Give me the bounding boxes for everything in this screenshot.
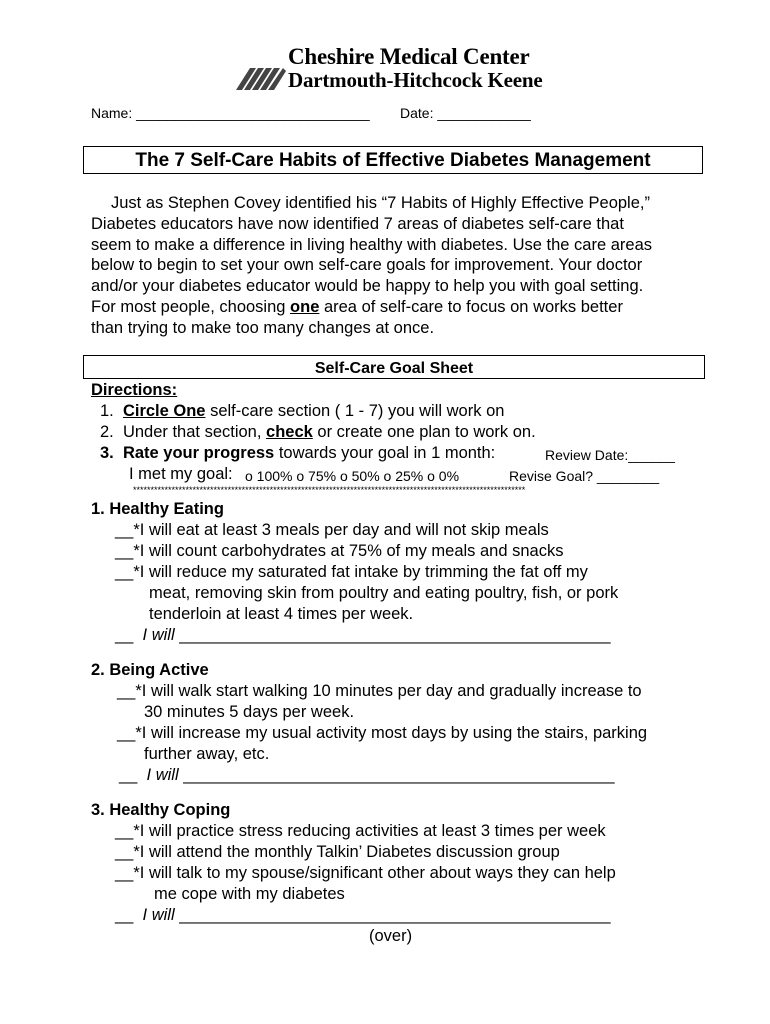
custom-goal-label: I will bbox=[146, 766, 179, 784]
logo-title: Cheshire Medical Center bbox=[288, 44, 530, 69]
separator-stars: **************************************************************************************************************** bbox=[133, 485, 526, 495]
direction-text: towards your goal in 1 month: bbox=[274, 444, 496, 462]
custom-goal-label: I will bbox=[142, 626, 175, 644]
goal-option[interactable]: __*I will talk to my spouse/significant other about ways they can help bbox=[115, 864, 616, 882]
intro-emphasis: one bbox=[290, 297, 320, 316]
page-turn-note: (over) bbox=[369, 927, 413, 945]
name-field: Name: ______________________________ bbox=[91, 105, 370, 121]
intro-line: below to begin to set your own self-care goals for improvement. Your doctor bbox=[91, 256, 643, 275]
intro-line: Diabetes educators have now identified 7 areas of diabetes self-care that bbox=[91, 214, 624, 233]
intro-line: seem to make a difference in living healthy with diabetes. Use the care areas bbox=[91, 235, 652, 254]
met-goal-options: o 100% o 75% o 50% o 25% o 0% bbox=[245, 468, 460, 484]
custom-goal-row[interactable] bbox=[115, 906, 611, 925]
met-goal-label: I met my goal: bbox=[129, 465, 233, 483]
intro-line bbox=[91, 297, 711, 318]
custom-goal-row[interactable] bbox=[115, 626, 611, 645]
goal-option[interactable]: __*I will count carbohydrates at 75% of my meals and snacks bbox=[115, 542, 564, 560]
goal-option[interactable]: __*I will walk start walking 10 minutes per day and gradually increase to bbox=[117, 682, 642, 700]
direction-number: 2. bbox=[100, 423, 114, 441]
intro-line: than trying to make too many changes at once. bbox=[91, 318, 435, 337]
goal-sheet-title: Self-Care Goal Sheet bbox=[83, 355, 705, 379]
goal-option-continued: meat, removing skin from poultry and eating poultry, fish, or pork bbox=[149, 584, 619, 602]
custom-goal-blank: __ bbox=[115, 906, 134, 924]
intro-line: and/or your diabetes educator would be happy to help you with goal setting. bbox=[91, 277, 644, 296]
revise-goal-field: Revise Goal? ________ bbox=[509, 468, 660, 484]
intro-line: Just as Stephen Covey identified his “7 Habits of Highly Effective People,” bbox=[111, 194, 650, 212]
goal-option-continued: further away, etc. bbox=[144, 745, 270, 763]
intro-text: For most people, choosing bbox=[91, 297, 291, 316]
custom-goal-label: I will bbox=[142, 906, 175, 924]
direction-2 bbox=[100, 423, 536, 442]
direction-text: or create one plan to work on. bbox=[312, 423, 536, 441]
direction-emphasis: Rate your progress bbox=[122, 444, 275, 462]
goal-option[interactable]: __*I will reduce my saturated fat intake by trimming the fat off my bbox=[115, 563, 588, 581]
logo-stripes-icon bbox=[236, 60, 286, 90]
direction-emphasis: check bbox=[266, 423, 313, 441]
goal-option[interactable]: __*I will practice stress reducing activities at least 3 times per week bbox=[115, 822, 606, 840]
intro-text: area of self-care to focus on works better bbox=[319, 297, 623, 316]
custom-goal-blank: __ bbox=[119, 766, 138, 784]
direction-text: Under that section, bbox=[122, 423, 267, 441]
page-title: The 7 Self-Care Habits of Effective Diabetes Management bbox=[83, 146, 703, 174]
goal-option-continued: tenderloin at least 4 times per week. bbox=[149, 605, 414, 623]
goal-option[interactable]: __*I will attend the monthly Talkin’ Diabetes discussion group bbox=[115, 843, 560, 861]
section-heading-healthy-coping: 3. Healthy Coping bbox=[91, 801, 231, 819]
directions-heading: Directions: bbox=[91, 381, 178, 399]
intro-paragraph bbox=[91, 193, 711, 339]
section-heading-being-active: 2. Being Active bbox=[91, 661, 209, 679]
direction-number: 1. bbox=[100, 402, 114, 420]
custom-goal-blank: __ bbox=[115, 626, 134, 644]
direction-1 bbox=[100, 402, 504, 421]
direction-emphasis: Circle One bbox=[122, 402, 206, 420]
direction-number: 3. bbox=[100, 444, 114, 462]
direction-text: self-care section ( 1 - 7) you will work on bbox=[205, 402, 505, 420]
goal-option-continued: 30 minutes 5 days per week. bbox=[144, 703, 355, 721]
cheshire-logo bbox=[236, 44, 566, 92]
section-heading-healthy-eating: 1. Healthy Eating bbox=[91, 500, 224, 518]
review-date-field: Review Date:______ bbox=[545, 447, 675, 463]
custom-goal-line[interactable]: _______________________________________________ bbox=[183, 766, 615, 784]
logo-subtitle: Dartmouth-Hitchcock Keene bbox=[288, 68, 543, 92]
custom-goal-line[interactable]: _______________________________________________ bbox=[179, 906, 611, 924]
goal-option-continued: me cope with my diabetes bbox=[154, 885, 345, 903]
direction-3 bbox=[100, 444, 495, 463]
custom-goal-line[interactable]: _______________________________________________ bbox=[179, 626, 611, 644]
date-field: Date: ____________ bbox=[400, 105, 531, 121]
goal-option[interactable]: __*I will eat at least 3 meals per day and will not skip meals bbox=[115, 521, 549, 539]
custom-goal-row[interactable] bbox=[119, 766, 615, 785]
goal-option[interactable]: __*I will increase my usual activity most days by using the stairs, parking bbox=[117, 724, 648, 742]
